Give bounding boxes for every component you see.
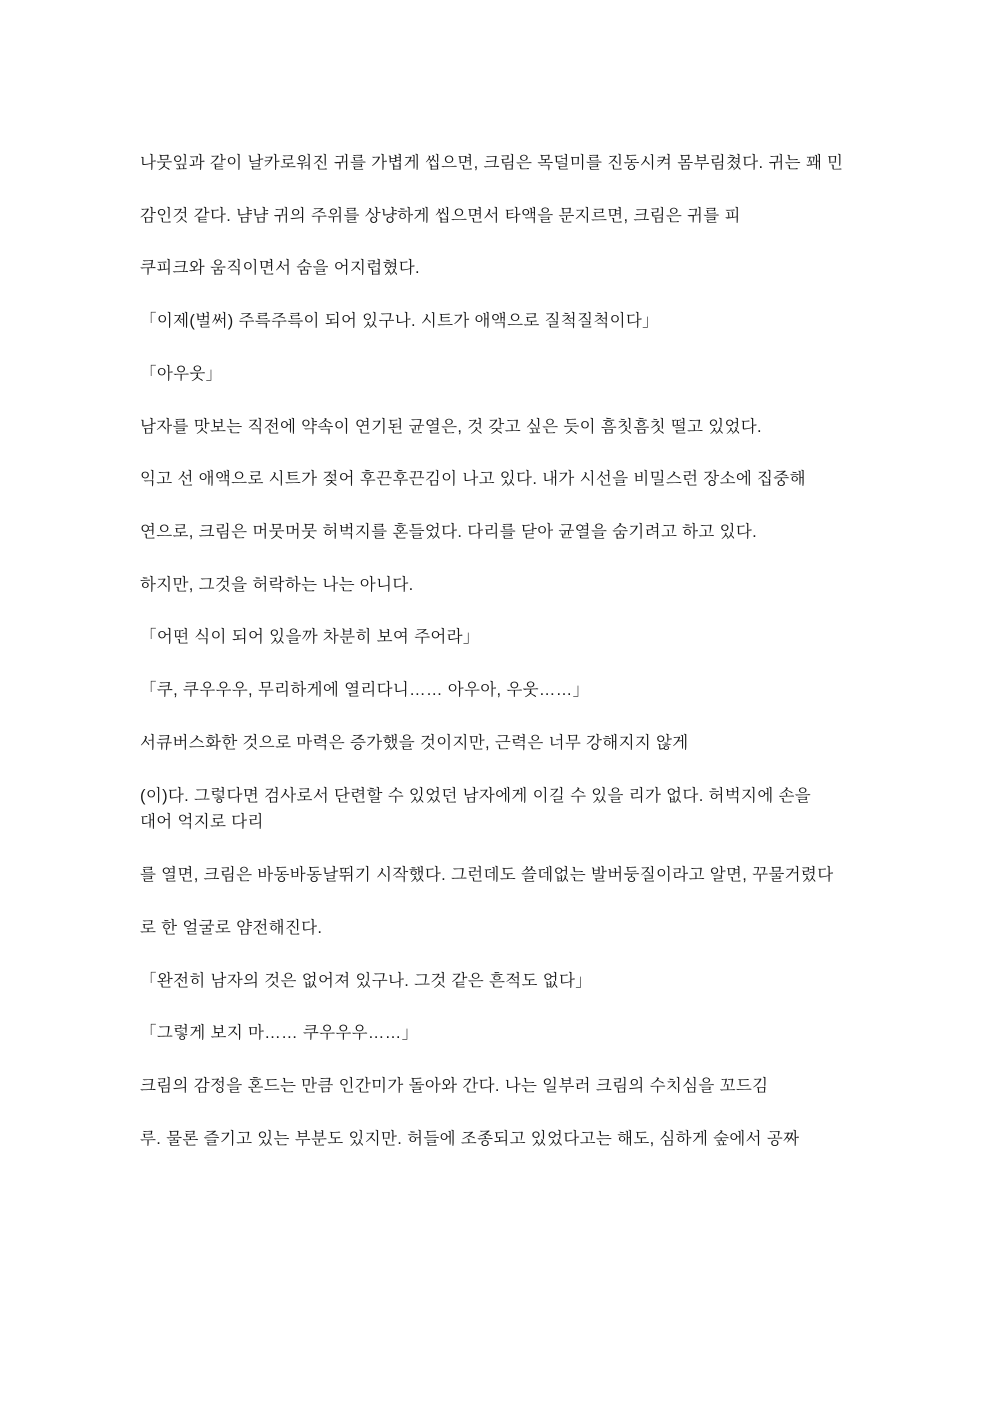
- paragraph: 하지만, 그것을 허락하는 나는 아니다.: [140, 575, 414, 594]
- paragraph: 감인것 같다. 냠냠 귀의 주위를 상냥하게 씹으면서 타액을 문지르면, 크림은 귀를 피: [140, 206, 741, 225]
- paragraph: 「그렇게 보지 마…… 쿠우우우……」: [140, 1024, 419, 1043]
- paragraph: 「어떤 식이 되어 있을까 차분히 보여 주어라」: [140, 628, 480, 647]
- paragraph: 를 열면, 크림은 바동바동날뛰기 시작했다. 그런데도 쓸데없는 발버둥질이라고 알면, 꾸물거렸다: [140, 866, 834, 885]
- paragraph: 크림의 감정을 혼드는 만큼 인간미가 돌아와 간다. 나는 일부러 크림의 수치심을 꼬드김: [140, 1076, 769, 1095]
- document-text-body: [140, 150, 844, 1152]
- paragraph: (이)다. 그렇다면 검사로서 단련할 수 있었던 남자에게 이길 수 있을 리가 없다. 허벅지에 손을 대어 억지로 다리: [140, 786, 816, 832]
- paragraph: 익고 선 애액으로 시트가 젖어 후끈후끈김이 나고 있다. 내가 시선을 비밀스런 장소에 집중해: [140, 470, 806, 489]
- paragraph: 루. 물론 즐기고 있는 부분도 있지만. 허들에 조종되고 있었다고는 해도, 심하게 숲에서 공짜: [140, 1129, 800, 1148]
- paragraph: 로 한 얼굴로 얌전해진다.: [140, 918, 323, 937]
- paragraph: 「쿠, 쿠우우우, 무리하게에 열리다니…… 아우아, 우웃……」: [140, 681, 590, 700]
- paragraph: 연으로, 크림은 머뭇머뭇 허벅지를 혼들었다. 다리를 닫아 균열을 숨기려고 하고 있다.: [140, 523, 758, 542]
- paragraph: 서큐버스화한 것으로 마력은 증가했을 것이지만, 근력은 너무 강해지지 않게: [140, 733, 689, 752]
- paragraph: 쿠피크와 움직이면서 숨을 어지럽혔다.: [140, 259, 420, 278]
- paragraph: 남자를 맛보는 직전에 약속이 연기된 균열은, 것 갖고 싶은 듯이 흠칫흠칫 떨고 있었다.: [140, 417, 762, 436]
- paragraph: 「이제(벌써) 주륵주륵이 되어 있구나. 시트가 애액으로 질척질척이다」: [140, 312, 659, 331]
- paragraph: 나뭇잎과 같이 날카로워진 귀를 가볍게 씹으면, 크림은 목덜미를 진동시켜 몸부림쳤다. 귀는 꽤 민: [140, 154, 844, 172]
- paragraph: 「완전히 남자의 것은 없어져 있구나. 그것 같은 흔적도 없다」: [140, 971, 593, 990]
- paragraph: 「아우웃」: [140, 364, 223, 383]
